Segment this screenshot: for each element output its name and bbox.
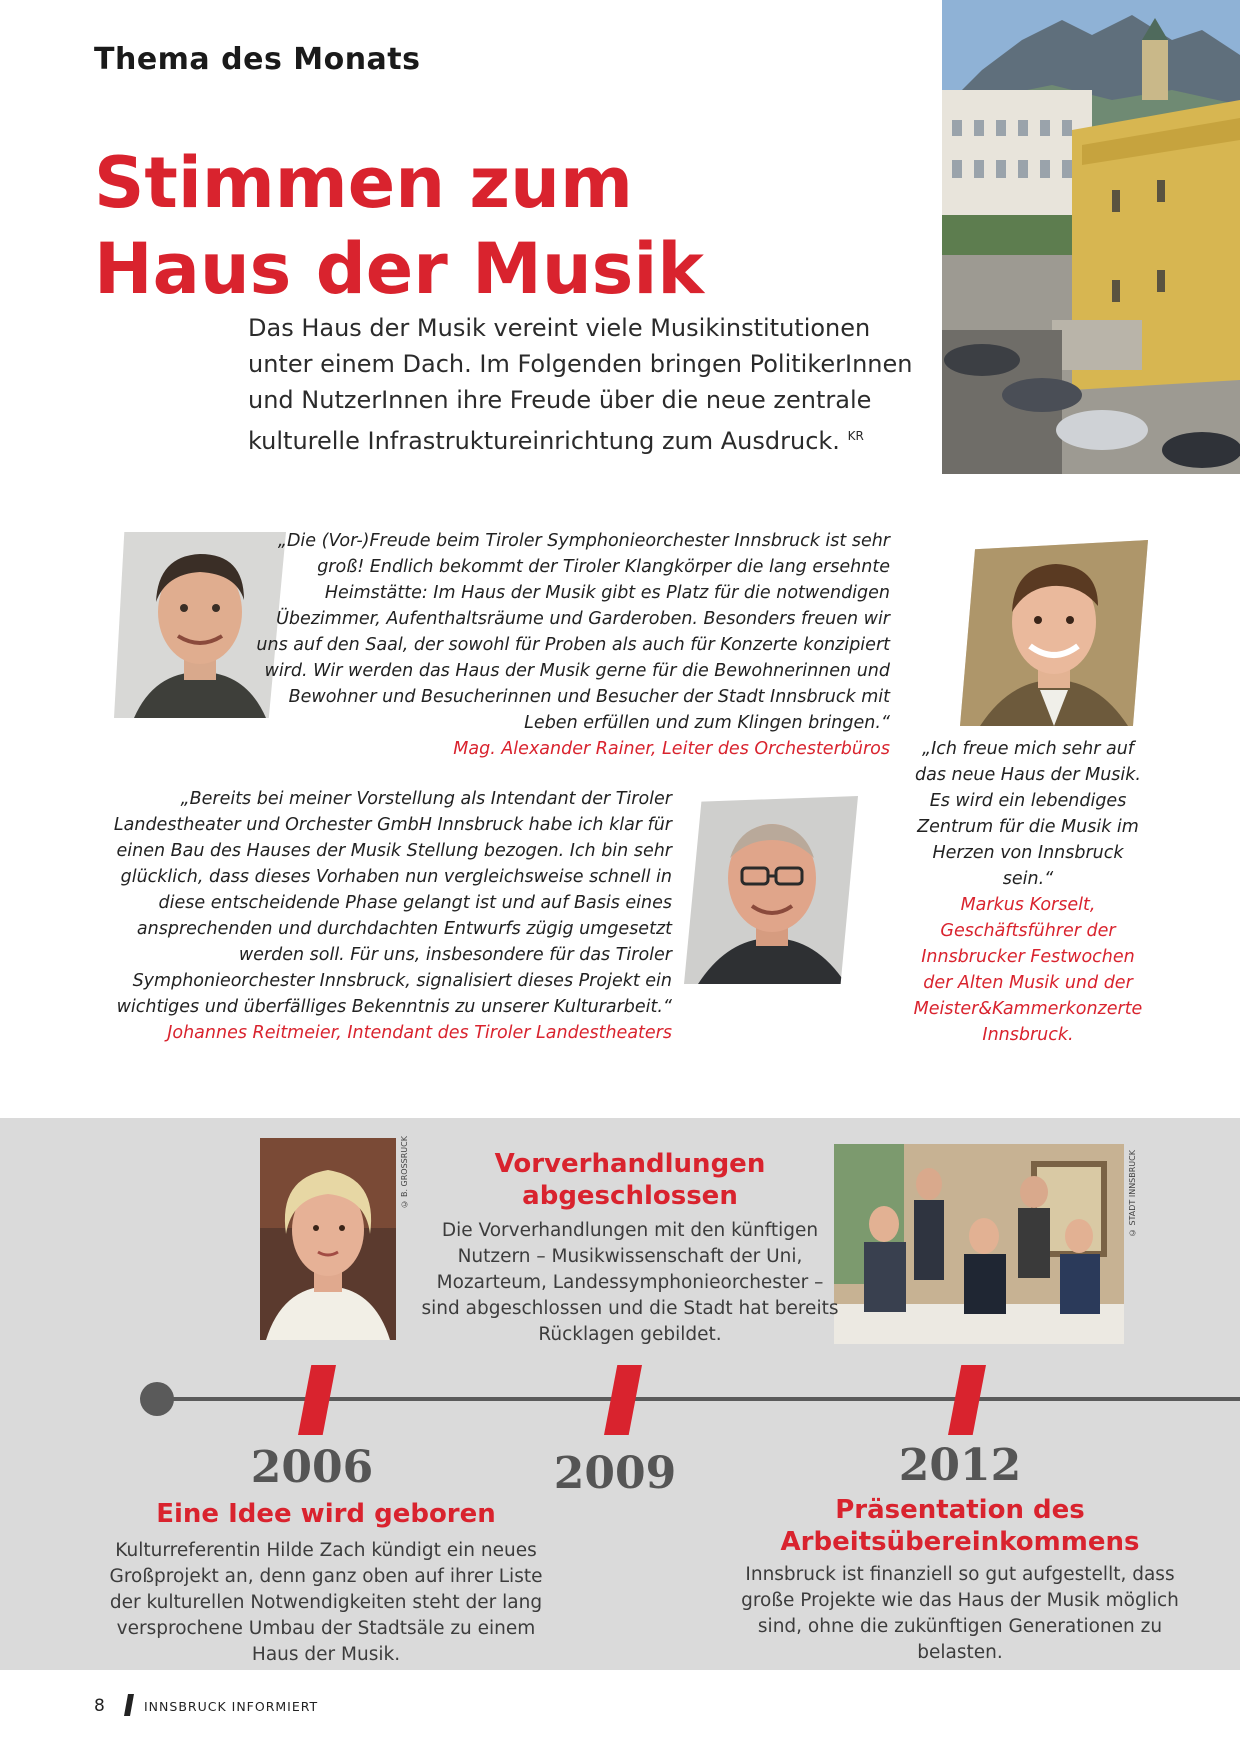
quote-author: Markus Korselt, Geschäftsführer der Innsbrucker Festwochen der Alten Musik und der Meister&Kammerkonzerte Innsbruck. (913, 895, 1143, 1045)
year-2006: 2006 (250, 1442, 374, 1493)
event-text-2009: Die Vorverhandlungen mit den künftigen Nutzern – Musikwissenschaft der Uni, Mozarteum, Landessymphonieorchester – sind abgeschlossen und die Stadt hat bereits Rücklagen gebildet. (421, 1220, 839, 1345)
portrait-markus-korselt (960, 540, 1148, 726)
photo-illustration-2006 (260, 1138, 396, 1340)
quote-author: Johannes Reitmeier, Intendant des Tiroler Landestheaters (167, 1023, 672, 1043)
event-text-2006: Kulturreferentin Hilde Zach kündigt ein neues Großprojekt an, denn ganz oben auf ihrer Liste der kulturellen Notwendigkeiten steht der lang versprochene Umbau der Stadtsäle zu einem Haus der Musik. (109, 1540, 543, 1665)
headline-line-1: Stimmen zum (94, 142, 633, 224)
page-title (94, 140, 914, 312)
page-number: 8 (94, 1696, 105, 1716)
year-2012: 2012 (898, 1440, 1022, 1491)
photo-credit-2: © STADT INNSBRUCK (1128, 1150, 1137, 1238)
lead-paragraph (248, 310, 928, 459)
photo-illustration-2012 (834, 1144, 1124, 1344)
lead-text: Das Haus der Musik vereint viele Musikinstitutionen unter einem Dach. Im Folgenden bringen PolitikerInnen und NutzerInnen ihre Freude über die neue zentrale kulturelle Infrastruktureinrichtung zum Ausdruck. (248, 314, 913, 455)
lead-author-initials: KR (847, 429, 864, 443)
year-2009: 2009 (553, 1448, 677, 1499)
event-title-2006: Eine Idee wird geboren (156, 1499, 496, 1529)
quote-author: Mag. Alexander Rainer, Leiter des Orchesterbüros (453, 739, 890, 759)
quote-korselt (908, 736, 1148, 1048)
headline-line-2: Haus der Musik (94, 228, 704, 310)
portrait-illustration-2 (960, 540, 1148, 726)
quote-text: „Die (Vor-)Freude beim Tiroler Symphonieorchester Innsbruck ist sehr groß! Endlich bekommt der Tiroler Klangkörper die lang ersehnte Heimstätte: Im Haus der Musik gibt es Platz für die notwendigen Übezimmer, Aufenthaltsräume und Garderoben. Besonders freuen wir uns auf den Saal, der sowohl für Proben als auch für Konzerte konzipiert wird. Wir werden das Haus der Musik gerne für die Bewohnerinnen und Bewohner und Besucherinnen und Besucher der Stadt Innsbruck mit Leben erfüllen und zum Klingen bringen.“ (256, 531, 890, 733)
kicker: Thema des Monats (94, 42, 421, 77)
timeline-photo-group (834, 1144, 1124, 1344)
publication-name: INNSBRUCK INFORMIERT (144, 1699, 319, 1714)
photo-credit-1: © B. GROSSRUCK (400, 1136, 409, 1209)
timeline-start-dot (140, 1382, 174, 1416)
event-title-2009: Vorverhandlungen abgeschlossen (494, 1149, 766, 1211)
portrait-johannes-reitmeier (684, 796, 858, 984)
event-text-2012: Innsbruck ist finanziell so gut aufgestellt, dass große Projekte wie das Haus der Musik möglich sind, ohne die zukünftigen Generationen zu belasten. (741, 1564, 1179, 1663)
footer-slash-icon (124, 1694, 134, 1716)
quote-text: „Bereits bei meiner Vorstellung als Intendant der Tiroler Landestheater und Orchester GmbH Innsbruck habe ich klar für einen Bau des Hauses der Musik Stellung bezogen. Ich bin sehr glücklich, dass dieses Vorhaben nun vergleichsweise schnell in diese entscheidende Phase gelangt ist und auf Basis eines ansprechenden und durchdachten Entwurfs zügig umgesetzt werden soll. Für uns, insbesondere für das Tiroler Symphonieorchester Innsbruck, signalisiert dieses Projekt ein wichtiges und überfälliges Bekenntnis zu unserer Kulturarbeit.“ (113, 789, 672, 1017)
event-title-2012: Präsentation des Arbeitsübereinkommens (780, 1495, 1140, 1557)
portrait-illustration-3 (684, 796, 858, 984)
quote-text: „Ich freue mich sehr auf das neue Haus der Musik. Es wird ein lebendiges Zentrum für die Musik im Herzen von Innsbruck sein.“ (915, 739, 1141, 889)
timeline-photo-hilde-zach (260, 1138, 396, 1340)
hero-photo (942, 0, 1240, 474)
quote-rainer (240, 528, 890, 762)
hero-photo-illustration (942, 0, 1240, 474)
quote-reitmeier (90, 786, 672, 1046)
